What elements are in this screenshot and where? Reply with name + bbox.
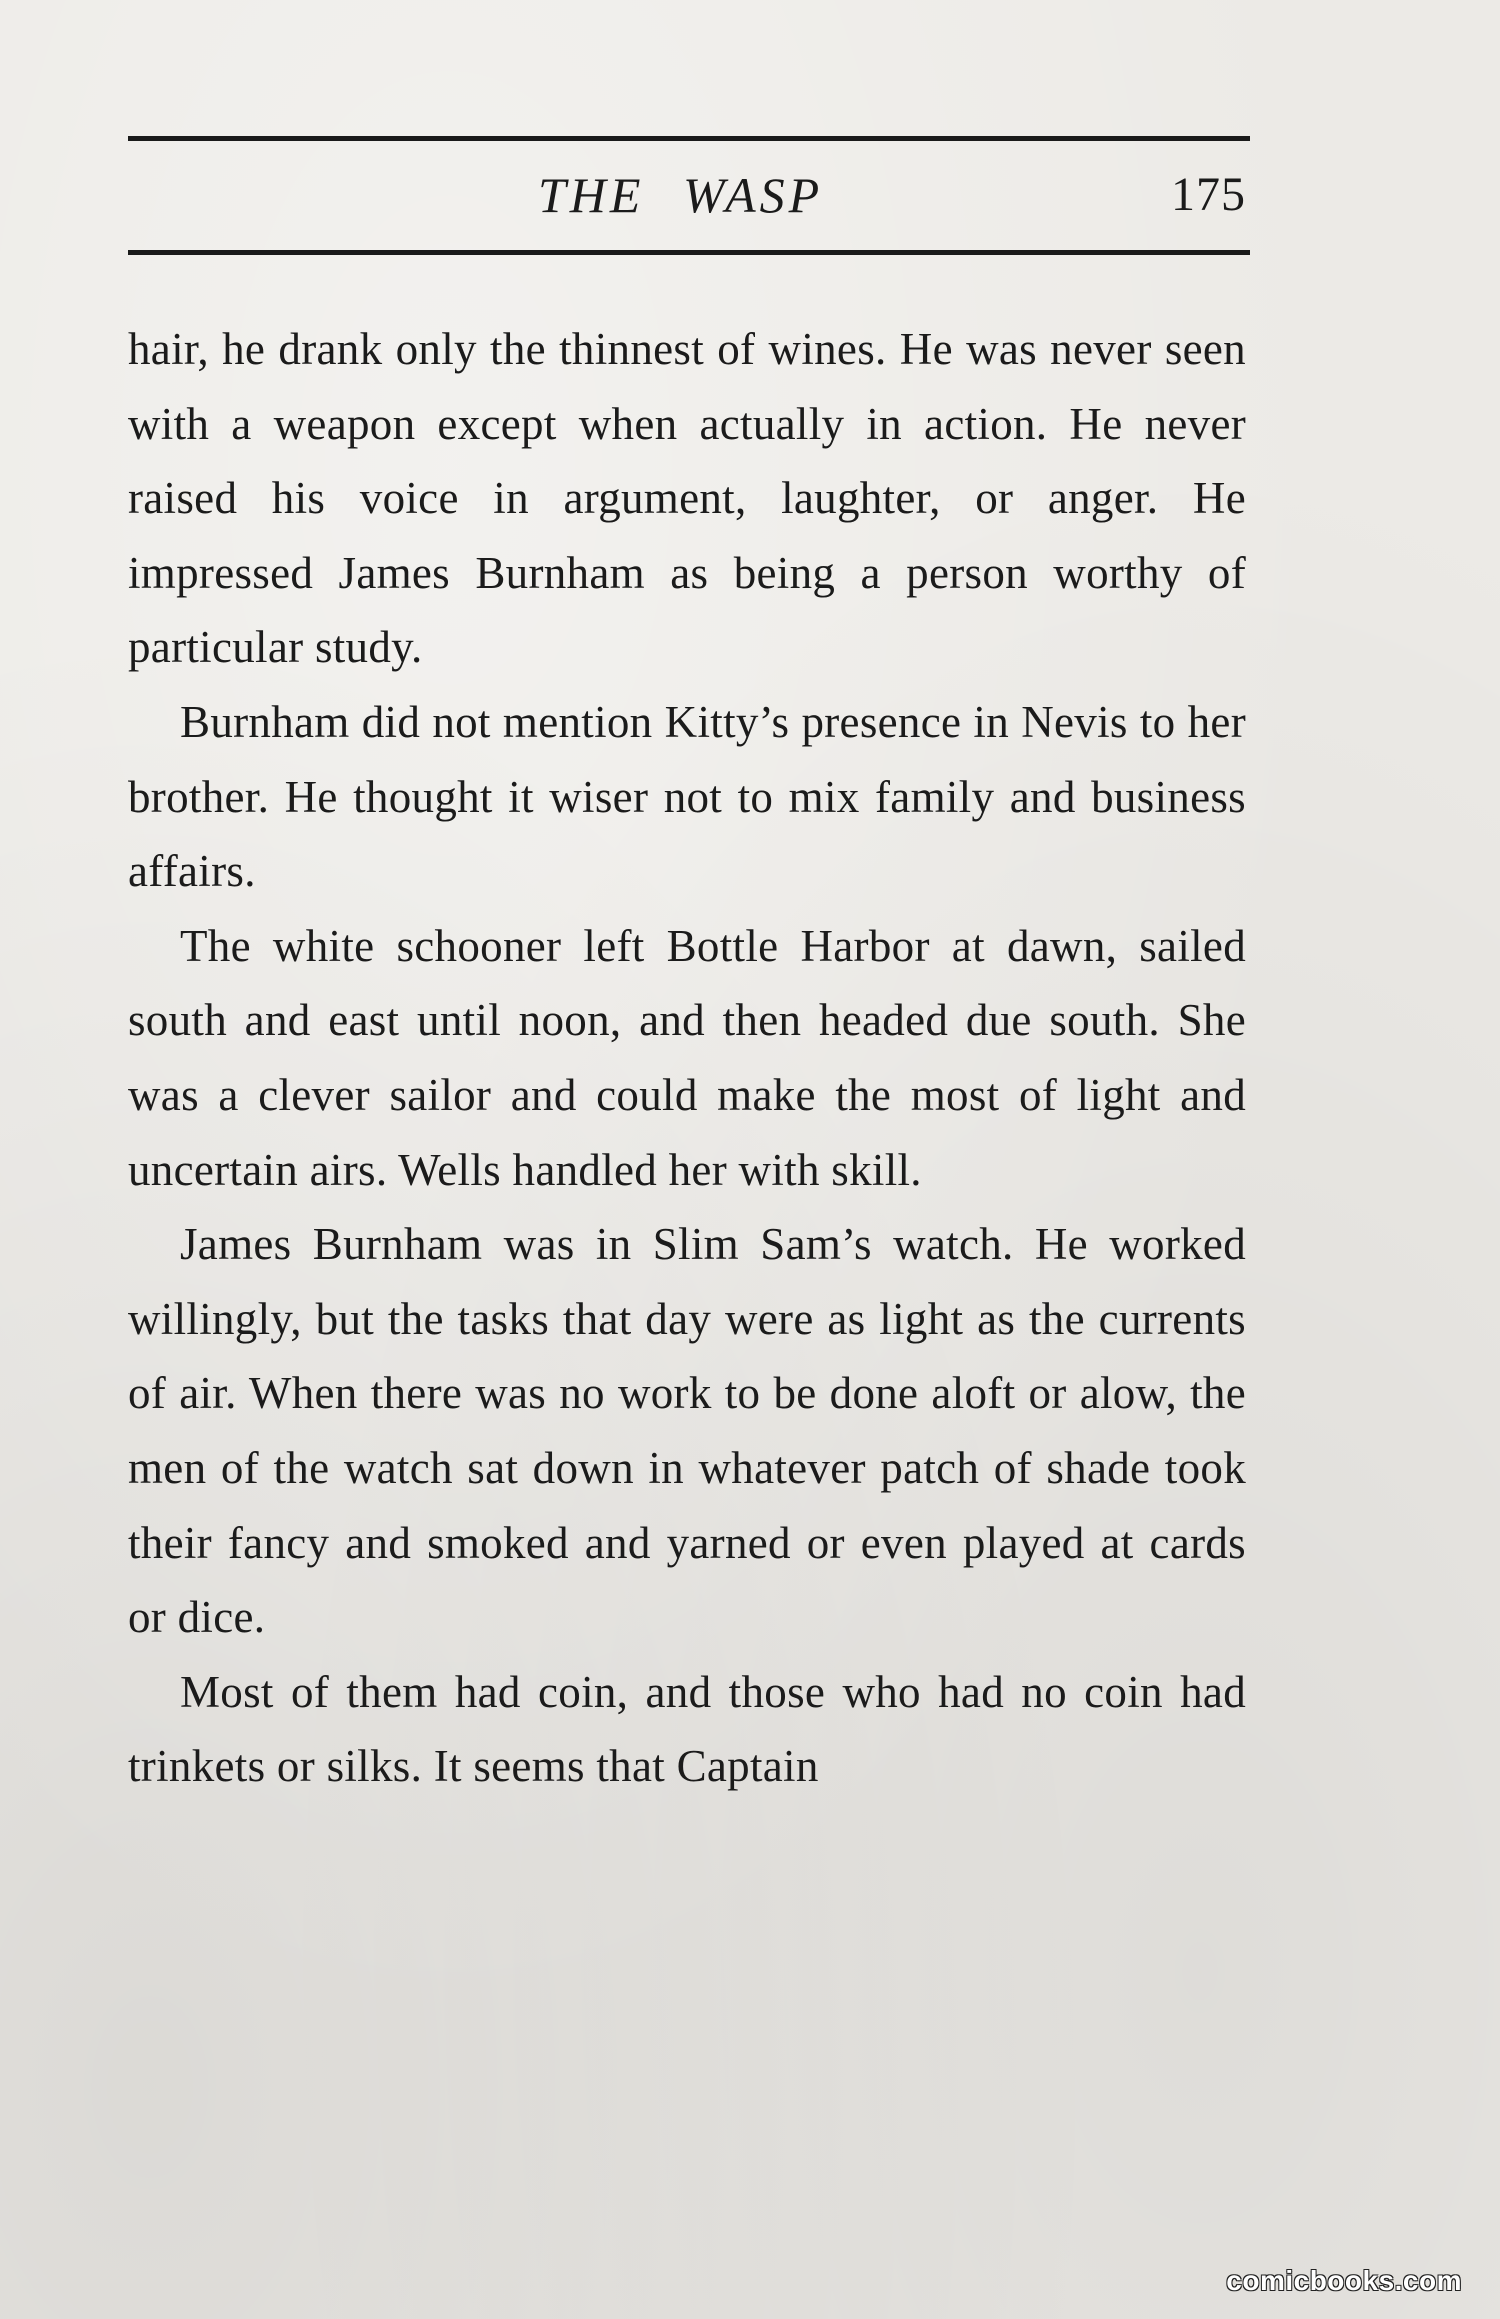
running-title: THE WASP bbox=[538, 167, 824, 223]
paragraph-1: hair, he drank only the thinnest of wines. He was never seen with a weapon except when actually in action. He never raised his voice in argument, laughter, or anger. He impressed James Burnham as being a person worthy of particular study. bbox=[128, 324, 1246, 673]
body-text bbox=[128, 312, 1246, 1804]
page-number: 175 bbox=[1171, 168, 1246, 221]
paragraph-4: James Burnham was in Slim Sam’s watch. He worked willingly, but the tasks that day were as light as the currents of air. When there was no work to be done aloft or alow, the men of the watch sat down in whatever patch of shade took their fancy and smoked and yarned or even played at cards or dice. bbox=[128, 1219, 1246, 1643]
running-head bbox=[128, 160, 1250, 230]
header-top-rule bbox=[128, 136, 1250, 141]
paragraph-5: Most of them had coin, and those who had no coin had trinkets or silks. It seems that Captain bbox=[128, 1666, 1246, 1792]
paragraph-3: The white schooner left Bottle Harbor at dawn, sailed south and east until noon, and then headed due south. She was a clever sailor and could make the most of light and uncertain airs. Wells handled her with skill. bbox=[128, 920, 1246, 1195]
paragraph-2: Burnham did not mention Kitty’s presence in Nevis to her brother. He thought it wiser not to mix family and business affairs. bbox=[128, 696, 1246, 897]
header-bottom-rule bbox=[128, 250, 1250, 255]
watermark: comicbooks.com bbox=[1226, 2265, 1462, 2296]
